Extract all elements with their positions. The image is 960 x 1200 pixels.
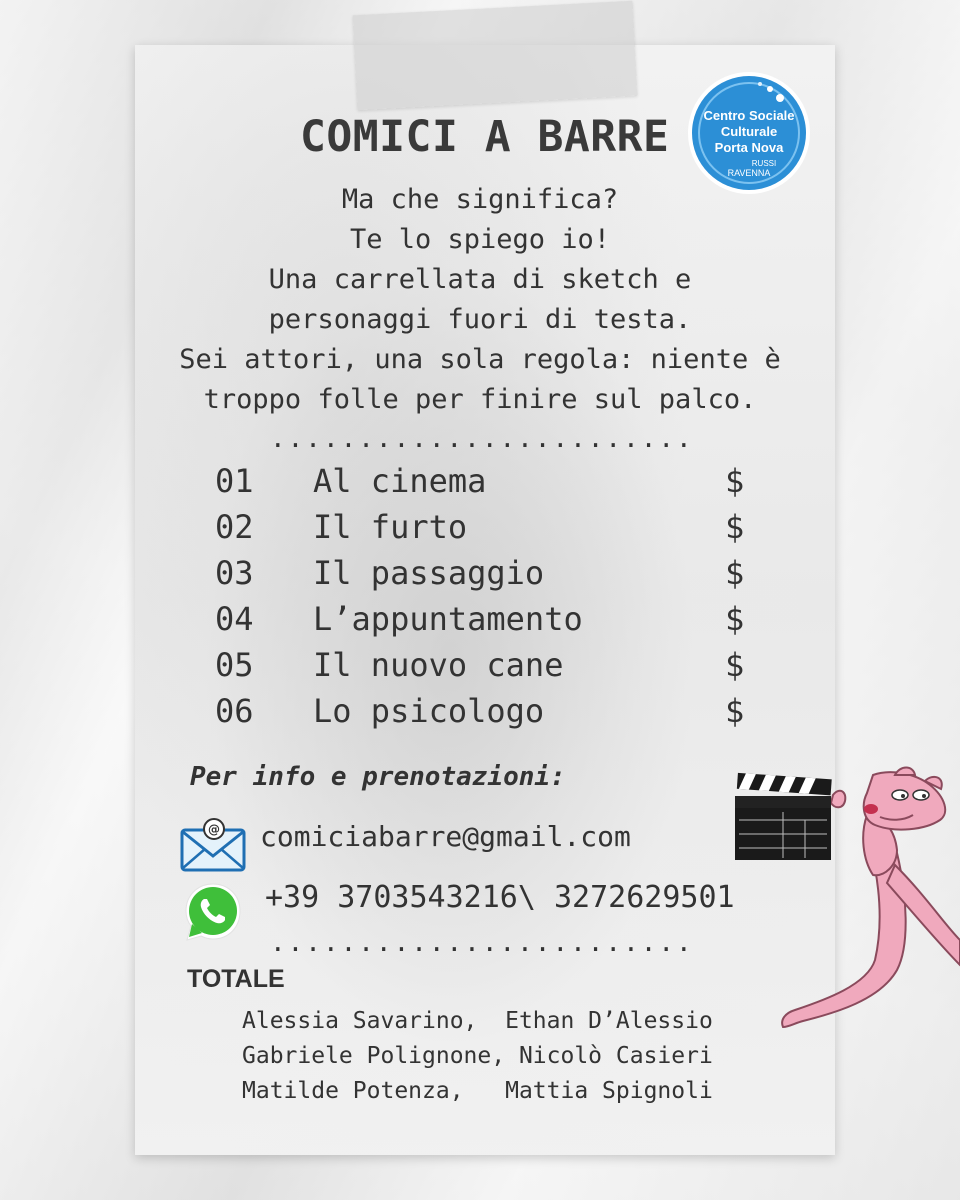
totale-label: TOTALE (187, 965, 285, 993)
svg-text:@: @ (208, 822, 220, 837)
cast-list (242, 1004, 713, 1109)
whatsapp-icon (181, 880, 245, 944)
intro-line: Sei attori, una sola regola: niente è (179, 344, 781, 375)
logo-line-2: Culturale (720, 124, 778, 139)
cast-line: Alessia Savarino, Ethan D’Alessio (242, 1008, 713, 1034)
email-envelope-icon (180, 818, 248, 874)
intro-line: Te lo spiego io! (349, 224, 611, 255)
logo-line-5: RAVENNA (727, 168, 771, 178)
menu-number: 02 (215, 508, 254, 546)
menu-row (215, 600, 755, 646)
logo-line-1: Centro Sociale (703, 108, 795, 123)
centro-sociale-logo (686, 70, 812, 196)
menu-number: 04 (215, 600, 254, 638)
menu-row (215, 646, 755, 692)
menu-number: 05 (215, 646, 254, 684)
intro-line: Ma che significa? (341, 184, 619, 215)
menu-item-name: Lo psicologo (313, 692, 545, 730)
clapperboard-icon (733, 768, 835, 863)
email-address[interactable]: comiciabarre@gmail.com (260, 820, 631, 853)
menu-row (215, 508, 755, 554)
tape-strip (353, 1, 638, 111)
phone-numbers[interactable]: +39 3703543216\ 3272629501 (265, 880, 735, 915)
cast-line: Gabriele Polignone, Nicolò Casieri (242, 1043, 713, 1069)
menu-item-name: Il nuovo cane (313, 646, 564, 684)
logo-line-3: Porta Nova (714, 140, 784, 155)
menu-row (215, 554, 755, 600)
menu-item-name: Al cinema (313, 462, 487, 500)
menu-number: 06 (215, 692, 254, 730)
menu-row (215, 462, 755, 508)
menu-number: 01 (215, 462, 254, 500)
intro-text (140, 180, 820, 420)
cast-line: Matilde Potenza, Mattia Spignoli (242, 1078, 713, 1104)
logo-line-4: RUSSI (751, 159, 777, 168)
menu-number: 03 (215, 554, 254, 592)
menu-price: $ (725, 646, 745, 684)
menu-price: $ (725, 692, 745, 730)
intro-line: troppo folle per finire sul palco. (203, 384, 757, 415)
menu-price: $ (725, 554, 745, 592)
menu-item-name: Il passaggio (313, 554, 545, 592)
intro-line: Una carrellata di sketch e (268, 264, 692, 295)
menu-item-name: L’appuntamento (313, 600, 583, 638)
dotted-separator: ........................ (270, 424, 694, 454)
page-title: COMICI A BARRE (300, 112, 670, 162)
menu-row (215, 692, 755, 738)
menu-price: $ (725, 600, 745, 638)
intro-line: personaggi fuori di testa. (268, 304, 692, 335)
info-heading: Per info e prenotazioni: (190, 762, 566, 792)
menu-price: $ (725, 508, 745, 546)
menu-item-name: Il furto (313, 508, 468, 546)
menu-price: $ (725, 462, 745, 500)
dotted-separator: ........................ (270, 928, 694, 958)
